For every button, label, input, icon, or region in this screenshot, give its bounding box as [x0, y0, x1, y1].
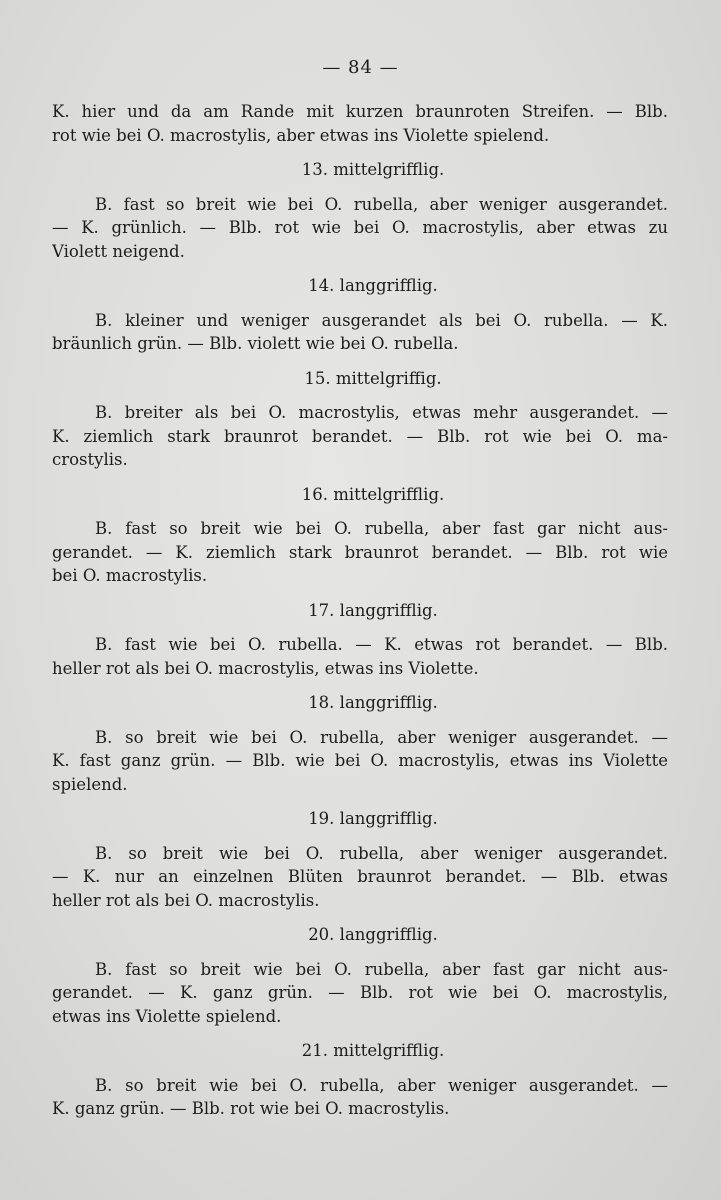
- text-line: B. so breit wie bei O. rubella, aber weniger ausgerandet.: [95, 843, 668, 863]
- text-line: bei O. macrostylis.: [52, 566, 208, 585]
- entry-15: [52, 367, 668, 472]
- text-line: K. ziemlich stark braunrot berandet. — Blb. rot wie bei O. ma-: [52, 426, 668, 446]
- text-line: bräunlich grün. — Blb. violett wie bei O. rubella.: [52, 334, 459, 353]
- entry-heading: 15. mittelgriffig.: [304, 368, 442, 388]
- text-line: K. hier und da am Rande mit kurzen braunroten Streifen. — Blb.: [52, 102, 668, 121]
- entry-heading: 14. langgrifflig.: [308, 276, 438, 295]
- entry-heading: 21. mittelgrifflig.: [301, 1041, 445, 1060]
- text-line: — K. grünlich. — Blb. rot wie bei O. macrostylis, aber etwas zu: [52, 218, 668, 237]
- text-line: spielend.: [52, 774, 128, 794]
- text-line: heller rot als bei O. macrostylis, etwas ins Violette.: [52, 658, 479, 678]
- text-line: K. fast ganz grün. — Blb. wie bei O. macrostylis, etwas ins Violette: [52, 751, 668, 770]
- text-line: B. kleiner und weniger ausgerandet als bei O. rubella. — K.: [95, 310, 668, 330]
- text-line: — K. nur an einzelnen Blüten braunrot berandet. — Blb. etwas: [52, 867, 668, 886]
- page-number: — 84 —: [322, 57, 399, 78]
- entry-18: [52, 691, 668, 796]
- entry-heading: 18. langgrifflig.: [308, 693, 438, 712]
- text-line: heller rot als bei O. macrostylis.: [52, 890, 320, 910]
- entry-13: [52, 158, 668, 263]
- entry-heading: 17. langgrifflig.: [308, 600, 438, 620]
- text-line: B. so breit wie bei O. rubella, aber weniger ausgerandet. —: [95, 727, 668, 747]
- text-line: Violett neigend.: [52, 241, 185, 261]
- text-line: rot wie bei O. macrostylis, aber etwas ins Violette spielend.: [52, 125, 550, 145]
- text-line: B. fast so breit wie bei O. rubella, aber weniger ausgerandet.: [95, 194, 668, 214]
- entry-19: [52, 807, 668, 912]
- text-line: etwas ins Violette spielend.: [52, 1006, 282, 1026]
- text-line: B. fast wie bei O. rubella. — K. etwas rot berandet. — Blb.: [95, 635, 668, 654]
- text-line: B. so breit wie bei O. rubella, aber weniger ausgerandet. —: [95, 1075, 668, 1095]
- entry-14: [52, 274, 668, 356]
- entry-21: [52, 1039, 668, 1121]
- entry-16: [52, 483, 668, 588]
- text-line: B. breiter als bei O. macrostylis, etwas mehr ausgerandet. —: [95, 403, 668, 422]
- entry-20: [52, 923, 668, 1028]
- entry-heading: 20. langgrifflig.: [308, 925, 438, 944]
- text-line: crostylis.: [52, 450, 128, 469]
- entry-heading: 19. langgrifflig.: [308, 809, 438, 828]
- page-body: [52, 100, 668, 1121]
- text-line: gerandet. — K. ganz grün. — Blb. rot wie bei O. macrostylis,: [52, 983, 668, 1002]
- entry-17: [52, 599, 668, 681]
- text-line: gerandet. — K. ziemlich stark braunrot berandet. — Blb. rot wie: [52, 542, 668, 562]
- intro-paragraph: [52, 100, 668, 147]
- text-line: B. fast so breit wie bei O. rubella, aber fast gar nicht aus-: [95, 519, 668, 538]
- text-line: B. fast so breit wie bei O. rubella, aber fast gar nicht aus-: [95, 959, 668, 979]
- text-line: K. ganz grün. — Blb. rot wie bei O. macrostylis.: [52, 1099, 450, 1118]
- entry-heading: 13. mittelgrifflig.: [301, 160, 445, 179]
- entry-heading: 16. mittelgrifflig.: [301, 484, 445, 504]
